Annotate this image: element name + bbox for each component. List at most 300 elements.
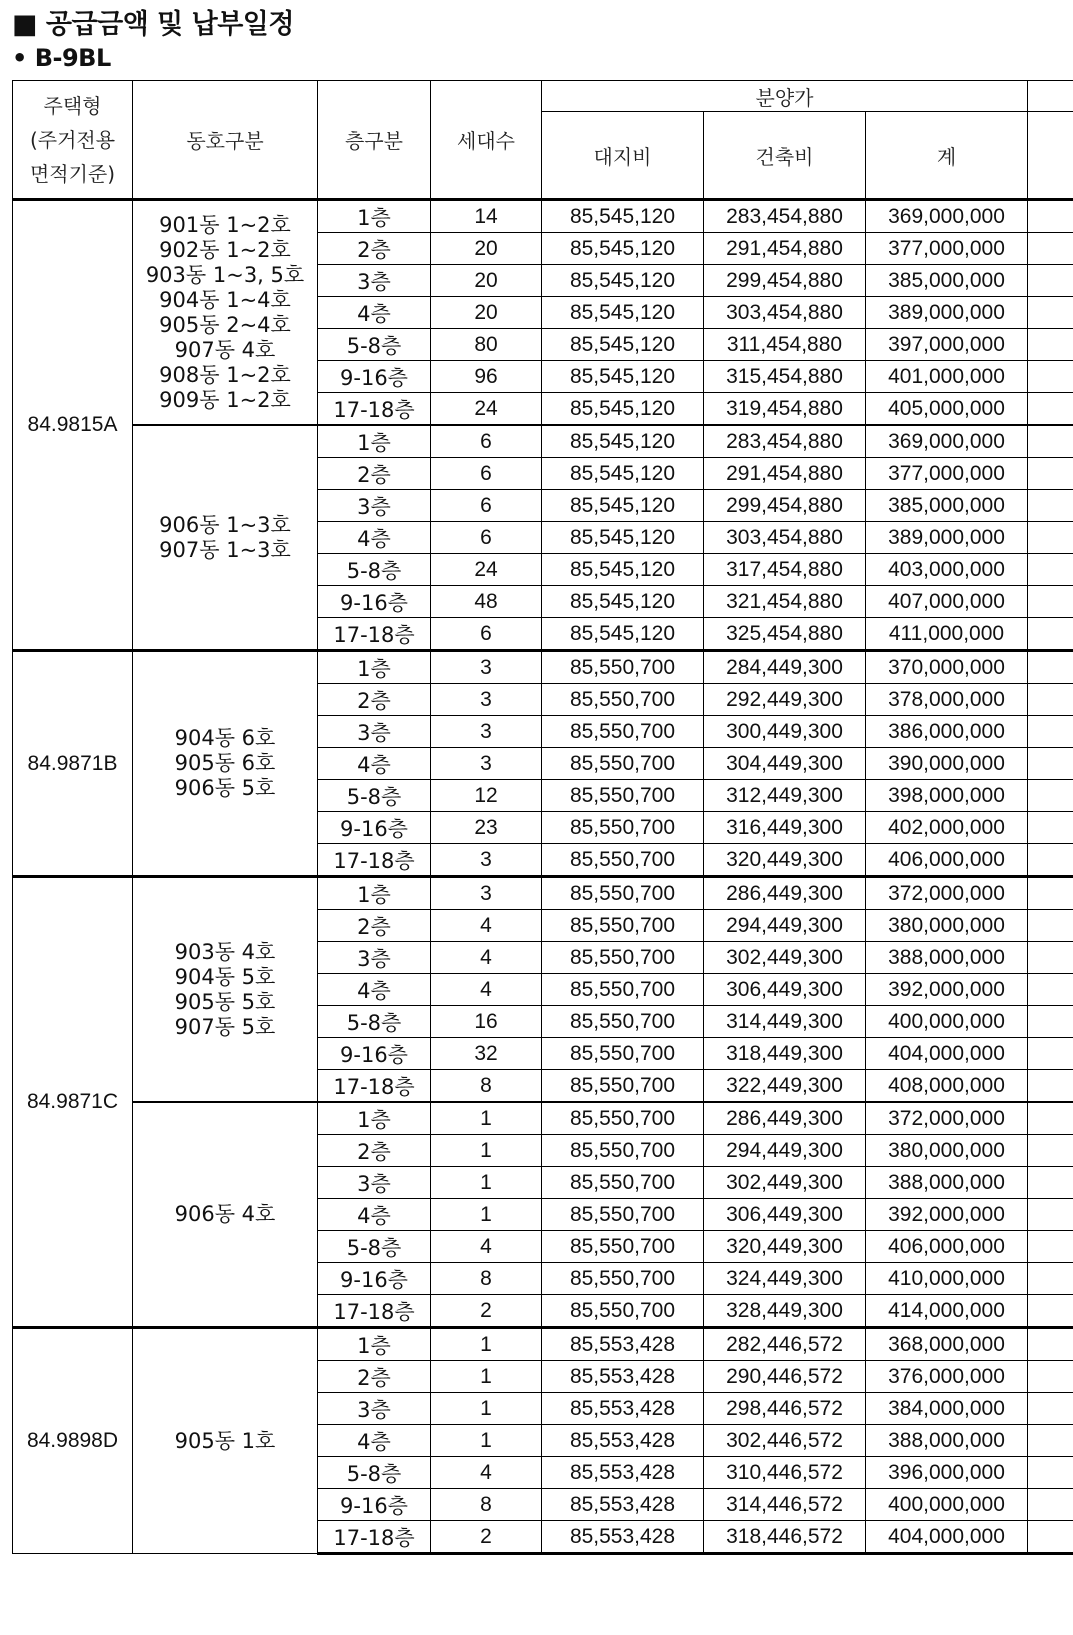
total-price-cell: 406,000,000: [866, 844, 1028, 877]
land-cost-cell: 85,545,120: [542, 200, 704, 233]
building-cost-cell: 318,446,572: [704, 1521, 866, 1554]
total-price-cell: 380,000,000: [866, 910, 1028, 942]
cutoff-cell: [1028, 586, 1073, 618]
land-cost-cell: 85,550,700: [542, 1135, 704, 1167]
cutoff-cell: [1028, 329, 1073, 361]
land-cost-cell: 85,550,700: [542, 1263, 704, 1295]
cutoff-cell: [1028, 458, 1073, 490]
building-cost-cell: 306,449,300: [704, 1199, 866, 1231]
total-price-cell: 411,000,000: [866, 618, 1028, 651]
units-cell: 6: [431, 522, 542, 554]
cutoff-cell: [1028, 618, 1073, 651]
dong-ho-line: 906동 5호: [174, 776, 276, 800]
dong-ho-line: 903동 1~3, 5호: [145, 262, 305, 287]
building-cost-cell: 314,446,572: [704, 1489, 866, 1521]
floor-cell: 5-8층: [318, 554, 431, 586]
cutoff-cell: [1028, 684, 1073, 716]
floor-cell: 9-16층: [318, 1038, 431, 1070]
floor-cell: 17-18층: [318, 393, 431, 426]
land-cost-cell: 85,553,428: [542, 1457, 704, 1489]
units-cell: 32: [431, 1038, 542, 1070]
land-cost-cell: 85,545,120: [542, 425, 704, 458]
total-price-cell: 404,000,000: [866, 1521, 1028, 1554]
building-cost-cell: 283,454,880: [704, 200, 866, 233]
cutoff-cell: [1028, 554, 1073, 586]
floor-cell: 4층: [318, 522, 431, 554]
dong-ho-cell: [133, 200, 318, 426]
total-price-cell: 402,000,000: [866, 812, 1028, 844]
dong-ho-line: 905동 5호: [174, 989, 276, 1014]
housing-type-cell: 84.9871C: [13, 877, 133, 1328]
floor-cell: 2층: [318, 458, 431, 490]
units-cell: 24: [431, 393, 542, 426]
dong-ho-cell: [133, 425, 318, 651]
dong-ho-cell: [133, 1328, 318, 1554]
units-cell: 4: [431, 942, 542, 974]
dong-ho-line: 907동 4호: [174, 337, 276, 362]
header-units: 세대수: [431, 81, 542, 200]
floor-cell: 1층: [318, 200, 431, 233]
units-cell: 1: [431, 1425, 542, 1457]
cutoff-cell: [1028, 265, 1073, 297]
total-price-cell: 400,000,000: [866, 1489, 1028, 1521]
land-cost-cell: 85,545,120: [542, 393, 704, 426]
header-dong-ho: 동호구분: [133, 81, 318, 200]
floor-cell: 17-18층: [318, 844, 431, 877]
total-price-cell: 372,000,000: [866, 877, 1028, 910]
total-price-cell: 406,000,000: [866, 1231, 1028, 1263]
units-cell: 96: [431, 361, 542, 393]
floor-cell: 3층: [318, 942, 431, 974]
building-cost-cell: 303,454,880: [704, 297, 866, 329]
total-price-cell: 389,000,000: [866, 522, 1028, 554]
dong-ho-line: 905동 1호: [174, 1428, 276, 1453]
land-cost-cell: 85,550,700: [542, 1102, 704, 1135]
table-row: [13, 877, 1073, 910]
dong-ho-line: 904동 5호: [174, 964, 276, 989]
cutoff-cell: [1028, 974, 1073, 1006]
building-cost-cell: 302,449,300: [704, 1167, 866, 1199]
total-price-cell: 390,000,000: [866, 748, 1028, 780]
floor-cell: 17-18층: [318, 1295, 431, 1328]
floor-cell: 1층: [318, 425, 431, 458]
total-price-cell: 386,000,000: [866, 716, 1028, 748]
dong-ho-cell: [133, 1102, 318, 1328]
units-cell: 3: [431, 651, 542, 684]
land-cost-cell: 85,545,120: [542, 265, 704, 297]
housing-type-cell: 84.9898D: [13, 1328, 133, 1554]
total-price-cell: 370,000,000: [866, 651, 1028, 684]
land-cost-cell: 85,545,120: [542, 522, 704, 554]
cutoff-cell: [1028, 1006, 1073, 1038]
building-cost-cell: 299,454,880: [704, 490, 866, 522]
housing-type-cell: 84.9815A: [13, 200, 133, 651]
land-cost-cell: 85,545,120: [542, 586, 704, 618]
floor-cell: 1층: [318, 877, 431, 910]
cutoff-cell: [1028, 1038, 1073, 1070]
cutoff-cell: [1028, 1199, 1073, 1231]
building-cost-cell: 284,449,300: [704, 651, 866, 684]
cutoff-cell: [1028, 1102, 1073, 1135]
land-cost-cell: 85,550,700: [542, 877, 704, 910]
building-cost-cell: 315,454,880: [704, 361, 866, 393]
units-cell: 20: [431, 297, 542, 329]
section-title: ■ 공급금액 및 납부일정: [12, 9, 294, 40]
table-row: [13, 200, 1073, 233]
land-cost-cell: 85,553,428: [542, 1361, 704, 1393]
land-cost-cell: 85,550,700: [542, 1295, 704, 1328]
floor-cell: 17-18층: [318, 618, 431, 651]
building-cost-cell: 321,454,880: [704, 586, 866, 618]
total-price-cell: 377,000,000: [866, 458, 1028, 490]
building-cost-cell: 299,454,880: [704, 265, 866, 297]
units-cell: 1: [431, 1102, 542, 1135]
total-price-cell: 368,000,000: [866, 1328, 1028, 1361]
units-cell: 1: [431, 1328, 542, 1361]
units-cell: 2: [431, 1295, 542, 1328]
units-cell: 3: [431, 716, 542, 748]
units-cell: 4: [431, 1457, 542, 1489]
cutoff-cell: [1028, 780, 1073, 812]
floor-cell: 4층: [318, 1199, 431, 1231]
floor-cell: 9-16층: [318, 1263, 431, 1295]
cutoff-cell: [1028, 651, 1073, 684]
cutoff-cell: [1028, 877, 1073, 910]
units-cell: 20: [431, 265, 542, 297]
dong-ho-line: 903동 4호: [174, 939, 276, 964]
land-cost-cell: 85,550,700: [542, 716, 704, 748]
header-cutoff: [1028, 112, 1073, 200]
price-table-body: [13, 200, 1073, 1554]
dong-ho-line: 906동 1~3호: [159, 512, 291, 537]
total-price-cell: 398,000,000: [866, 780, 1028, 812]
land-cost-cell: 85,553,428: [542, 1425, 704, 1457]
header-housing-type-line: (주거전용: [29, 127, 116, 152]
building-cost-cell: 283,454,880: [704, 425, 866, 458]
floor-cell: 2층: [318, 684, 431, 716]
building-cost-cell: 290,446,572: [704, 1361, 866, 1393]
cutoff-cell: [1028, 910, 1073, 942]
units-cell: 16: [431, 1006, 542, 1038]
floor-cell: 9-16층: [318, 586, 431, 618]
units-cell: 6: [431, 458, 542, 490]
units-cell: 23: [431, 812, 542, 844]
total-price-cell: 392,000,000: [866, 1199, 1028, 1231]
floor-cell: 2층: [318, 1135, 431, 1167]
housing-type-cell: 84.9871B: [13, 651, 133, 877]
building-cost-cell: 316,449,300: [704, 812, 866, 844]
cutoff-cell: [1028, 393, 1073, 426]
building-cost-cell: 314,449,300: [704, 1006, 866, 1038]
cutoff-cell: [1028, 844, 1073, 877]
units-cell: 6: [431, 618, 542, 651]
cutoff-cell: [1028, 1457, 1073, 1489]
total-price-cell: 388,000,000: [866, 942, 1028, 974]
header-housing-type-line: 면적기준): [29, 161, 116, 186]
floor-cell: 3층: [318, 1393, 431, 1425]
header-housing-type-line: 주택형: [43, 93, 102, 118]
units-cell: 80: [431, 329, 542, 361]
cutoff-cell: [1028, 748, 1073, 780]
units-cell: 6: [431, 490, 542, 522]
building-cost-cell: 312,449,300: [704, 780, 866, 812]
floor-cell: 4층: [318, 1425, 431, 1457]
dong-ho-line: 901동 1~2호: [159, 212, 291, 237]
land-cost-cell: 85,550,700: [542, 1199, 704, 1231]
table-row: [13, 425, 1073, 458]
land-cost-cell: 85,550,700: [542, 910, 704, 942]
land-cost-cell: 85,550,700: [542, 1070, 704, 1103]
cutoff-cell: [1028, 1489, 1073, 1521]
floor-cell: 2층: [318, 233, 431, 265]
total-price-cell: 414,000,000: [866, 1295, 1028, 1328]
land-cost-cell: 85,545,120: [542, 490, 704, 522]
land-cost-cell: 85,545,120: [542, 233, 704, 265]
floor-cell: 2층: [318, 1361, 431, 1393]
building-cost-cell: 300,449,300: [704, 716, 866, 748]
cutoff-cell: [1028, 361, 1073, 393]
units-cell: 1: [431, 1393, 542, 1425]
total-price-cell: 369,000,000: [866, 425, 1028, 458]
building-cost-cell: 324,449,300: [704, 1263, 866, 1295]
total-price-cell: 407,000,000: [866, 586, 1028, 618]
land-cost-cell: 85,550,700: [542, 942, 704, 974]
land-cost-cell: 85,550,700: [542, 651, 704, 684]
building-cost-cell: 320,449,300: [704, 1231, 866, 1263]
cutoff-cell: [1028, 1070, 1073, 1103]
total-price-cell: 397,000,000: [866, 329, 1028, 361]
units-cell: 2: [431, 1521, 542, 1554]
cutoff-cell: [1028, 490, 1073, 522]
cutoff-cell: [1028, 1425, 1073, 1457]
supply-price-table: [12, 80, 1073, 1555]
building-cost-cell: 320,449,300: [704, 844, 866, 877]
units-cell: 1: [431, 1135, 542, 1167]
units-cell: 12: [431, 780, 542, 812]
cutoff-cell: [1028, 812, 1073, 844]
land-cost-cell: 85,550,700: [542, 684, 704, 716]
land-cost-cell: 85,553,428: [542, 1489, 704, 1521]
floor-cell: 5-8층: [318, 1457, 431, 1489]
cutoff-cell: [1028, 1295, 1073, 1328]
floor-cell: 5-8층: [318, 780, 431, 812]
floor-cell: 1층: [318, 1328, 431, 1361]
units-cell: 1: [431, 1361, 542, 1393]
floor-cell: 9-16층: [318, 812, 431, 844]
units-cell: 20: [431, 233, 542, 265]
land-cost-cell: 85,545,120: [542, 297, 704, 329]
table-row: [13, 1328, 1073, 1361]
building-cost-cell: 282,446,572: [704, 1328, 866, 1361]
floor-cell: 2층: [318, 910, 431, 942]
floor-cell: 9-16층: [318, 361, 431, 393]
floor-cell: 5-8층: [318, 1006, 431, 1038]
total-price-cell: 380,000,000: [866, 1135, 1028, 1167]
block-label: • B-9BL: [12, 44, 111, 72]
building-cost-cell: 310,446,572: [704, 1457, 866, 1489]
total-price-cell: 403,000,000: [866, 554, 1028, 586]
building-cost-cell: 291,454,880: [704, 458, 866, 490]
building-cost-cell: 294,449,300: [704, 1135, 866, 1167]
land-cost-cell: 85,550,700: [542, 974, 704, 1006]
floor-cell: 3층: [318, 716, 431, 748]
cutoff-cell: [1028, 1167, 1073, 1199]
building-cost-cell: 306,449,300: [704, 974, 866, 1006]
cutoff-cell: [1028, 1521, 1073, 1554]
total-price-cell: 408,000,000: [866, 1070, 1028, 1103]
units-cell: 8: [431, 1070, 542, 1103]
units-cell: 8: [431, 1263, 542, 1295]
header-land-cost: 대지비: [542, 112, 704, 200]
units-cell: 48: [431, 586, 542, 618]
units-cell: 3: [431, 748, 542, 780]
units-cell: 8: [431, 1489, 542, 1521]
cutoff-cell: [1028, 716, 1073, 748]
floor-cell: 5-8층: [318, 329, 431, 361]
building-cost-cell: 317,454,880: [704, 554, 866, 586]
building-cost-cell: 318,449,300: [704, 1038, 866, 1070]
total-price-cell: 410,000,000: [866, 1263, 1028, 1295]
land-cost-cell: 85,545,120: [542, 329, 704, 361]
building-cost-cell: 302,446,572: [704, 1425, 866, 1457]
dong-ho-line: 904동 1~4호: [159, 287, 291, 312]
units-cell: 4: [431, 1231, 542, 1263]
floor-cell: 17-18층: [318, 1521, 431, 1554]
dong-ho-line: 905동 6호: [174, 751, 276, 775]
total-price-cell: 396,000,000: [866, 1457, 1028, 1489]
building-cost-cell: 311,454,880: [704, 329, 866, 361]
land-cost-cell: 85,550,700: [542, 812, 704, 844]
total-price-cell: 369,000,000: [866, 200, 1028, 233]
building-cost-cell: 319,454,880: [704, 393, 866, 426]
units-cell: 6: [431, 425, 542, 458]
floor-cell: 4층: [318, 974, 431, 1006]
floor-cell: 4층: [318, 748, 431, 780]
header-housing-type: [13, 81, 133, 200]
building-cost-cell: 303,454,880: [704, 522, 866, 554]
building-cost-cell: 304,449,300: [704, 748, 866, 780]
dong-ho-line: 909동 1~2호: [159, 387, 291, 412]
total-price-cell: 378,000,000: [866, 684, 1028, 716]
building-cost-cell: 294,449,300: [704, 910, 866, 942]
cutoff-cell: [1028, 1263, 1073, 1295]
total-price-cell: 392,000,000: [866, 974, 1028, 1006]
floor-cell: 9-16층: [318, 1489, 431, 1521]
header-cutoff: [1028, 81, 1073, 112]
land-cost-cell: 85,553,428: [542, 1328, 704, 1361]
header-total: 계: [866, 112, 1028, 200]
land-cost-cell: 85,553,428: [542, 1393, 704, 1425]
land-cost-cell: 85,550,700: [542, 844, 704, 877]
building-cost-cell: 328,449,300: [704, 1295, 866, 1328]
units-cell: 1: [431, 1199, 542, 1231]
dong-ho-cell: [133, 651, 318, 877]
header-floor: 층구분: [318, 81, 431, 200]
units-cell: 1: [431, 1167, 542, 1199]
units-cell: 4: [431, 910, 542, 942]
dong-ho-line: 907동 1~3호: [159, 537, 291, 562]
dong-ho-line: 907동 5호: [174, 1014, 276, 1039]
total-price-cell: 400,000,000: [866, 1006, 1028, 1038]
land-cost-cell: 85,550,700: [542, 1006, 704, 1038]
dong-ho-line: 905동 2~4호: [159, 312, 291, 337]
total-price-cell: 389,000,000: [866, 297, 1028, 329]
header-sale-price: 분양가: [542, 81, 1028, 112]
cutoff-cell: [1028, 1135, 1073, 1167]
cutoff-cell: [1028, 1393, 1073, 1425]
total-price-cell: 388,000,000: [866, 1167, 1028, 1199]
table-row: [13, 651, 1073, 684]
units-cell: 3: [431, 877, 542, 910]
total-price-cell: 385,000,000: [866, 265, 1028, 297]
units-cell: 4: [431, 974, 542, 1006]
cutoff-cell: [1028, 297, 1073, 329]
building-cost-cell: 302,449,300: [704, 942, 866, 974]
cutoff-cell: [1028, 1328, 1073, 1361]
header-building-cost: 건축비: [704, 112, 866, 200]
building-cost-cell: 322,449,300: [704, 1070, 866, 1103]
cutoff-cell: [1028, 1361, 1073, 1393]
total-price-cell: 388,000,000: [866, 1425, 1028, 1457]
floor-cell: 1층: [318, 1102, 431, 1135]
total-price-cell: 385,000,000: [866, 490, 1028, 522]
units-cell: 24: [431, 554, 542, 586]
building-cost-cell: 292,449,300: [704, 684, 866, 716]
units-cell: 3: [431, 684, 542, 716]
land-cost-cell: 85,545,120: [542, 361, 704, 393]
floor-cell: 1층: [318, 651, 431, 684]
building-cost-cell: 286,449,300: [704, 1102, 866, 1135]
land-cost-cell: 85,545,120: [542, 618, 704, 651]
floor-cell: 3층: [318, 265, 431, 297]
floor-cell: 4층: [318, 297, 431, 329]
units-cell: 3: [431, 844, 542, 877]
land-cost-cell: 85,550,700: [542, 1038, 704, 1070]
dong-ho-line: 906동 4호: [174, 1202, 276, 1226]
land-cost-cell: 85,550,700: [542, 748, 704, 780]
total-price-cell: 372,000,000: [866, 1102, 1028, 1135]
floor-cell: 5-8층: [318, 1231, 431, 1263]
cutoff-cell: [1028, 233, 1073, 265]
total-price-cell: 376,000,000: [866, 1361, 1028, 1393]
land-cost-cell: 85,545,120: [542, 458, 704, 490]
cutoff-cell: [1028, 942, 1073, 974]
building-cost-cell: 298,446,572: [704, 1393, 866, 1425]
land-cost-cell: 85,550,700: [542, 1231, 704, 1263]
total-price-cell: 405,000,000: [866, 393, 1028, 426]
total-price-cell: 404,000,000: [866, 1038, 1028, 1070]
cutoff-cell: [1028, 1231, 1073, 1263]
land-cost-cell: 85,553,428: [542, 1521, 704, 1554]
table-row: [13, 1102, 1073, 1135]
total-price-cell: 377,000,000: [866, 233, 1028, 265]
floor-cell: 3층: [318, 490, 431, 522]
dong-ho-line: 904동 6호: [174, 726, 276, 750]
units-cell: 14: [431, 200, 542, 233]
building-cost-cell: 286,449,300: [704, 877, 866, 910]
dong-ho-line: 902동 1~2호: [159, 237, 291, 262]
building-cost-cell: 325,454,880: [704, 618, 866, 651]
land-cost-cell: 85,550,700: [542, 780, 704, 812]
total-price-cell: 384,000,000: [866, 1393, 1028, 1425]
floor-cell: 3층: [318, 1167, 431, 1199]
cutoff-cell: [1028, 200, 1073, 233]
total-price-cell: 401,000,000: [866, 361, 1028, 393]
cutoff-cell: [1028, 522, 1073, 554]
floor-cell: 17-18층: [318, 1070, 431, 1103]
land-cost-cell: 85,545,120: [542, 554, 704, 586]
building-cost-cell: 291,454,880: [704, 233, 866, 265]
